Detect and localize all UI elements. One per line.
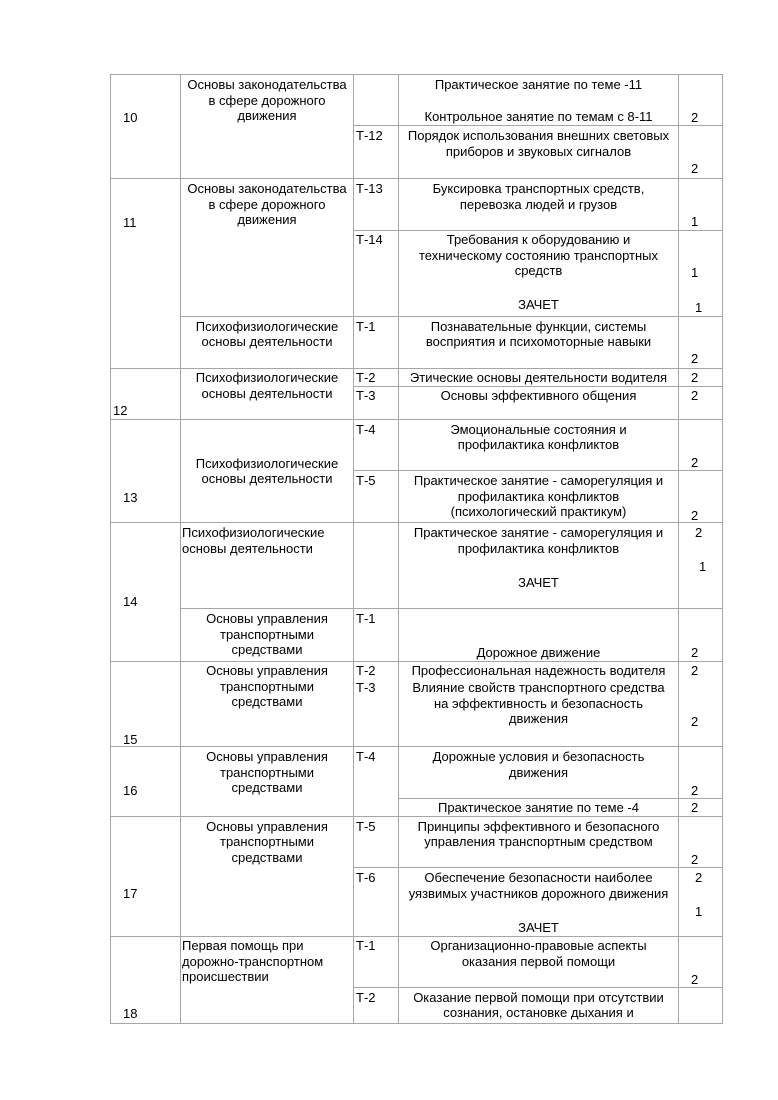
section-title-line: Первая помощь при [182, 938, 304, 953]
topic-line: (психологический практикум) [450, 504, 627, 519]
topic-line: профилактика конфликтов [457, 541, 620, 556]
section-title-line: основы деятельности [182, 541, 313, 556]
topic-line: уязвимых участников дорожного движения [408, 886, 669, 901]
topic-line: приборов и звуковых сигналов [445, 144, 632, 159]
section-title-line: дорожно-транспортном [182, 954, 324, 969]
topic-code: Т-4 [356, 749, 376, 764]
hours-value: 2 [691, 161, 699, 176]
section-title-line: транспортными [220, 834, 314, 849]
section-title-line: Основы управления [206, 663, 328, 678]
row-number: 10 [123, 110, 138, 125]
section-title-line: Психофизиологические [195, 319, 339, 334]
section-title-line: Основы законодательства [187, 77, 347, 92]
topic-line: Практическое занятие по теме -11 [434, 77, 643, 92]
hours-value: 1 [699, 559, 707, 574]
topic-code: Т-5 [356, 819, 376, 834]
hours-value: 1 [691, 214, 699, 229]
topic-line: Основы эффективного общения [440, 388, 637, 403]
section-title-line: основы деятельности [201, 471, 333, 486]
hours-value: 2 [691, 110, 699, 125]
section-title-line: Основы управления [206, 819, 328, 834]
row-number: 16 [123, 783, 138, 798]
topic-code: Т-6 [356, 870, 376, 885]
topic-code: Т-13 [356, 181, 383, 196]
topic-code: Т-1 [356, 611, 376, 626]
hours-value: 1 [695, 904, 703, 919]
section-title-line: Психофизиологические [182, 525, 325, 540]
row-number: 11 [123, 215, 137, 230]
topic-line: техническому состоянию транспортных [419, 248, 658, 263]
row-number: 12 [113, 403, 128, 418]
section-title-line: средствами [231, 694, 303, 709]
section-title-line: средствами [231, 780, 303, 795]
row-number: 13 [123, 490, 138, 505]
topic-line: Практическое занятие - саморегуляция и [413, 473, 664, 488]
hours-value: 2 [691, 351, 699, 366]
topic-line: Влияние свойств транспортного средства [412, 680, 665, 695]
hours-value: 2 [691, 508, 699, 523]
topic-line: Принципы эффективного и безопасного [417, 819, 660, 834]
section-title-line: средствами [231, 642, 303, 657]
section-title-line: транспортными [220, 627, 314, 642]
topic-line: Оказание первой помощи при отсутствии [413, 990, 664, 1005]
row-number: 17 [123, 886, 138, 901]
section-title-line: Основы управления [206, 611, 328, 626]
topic-line: профилактика конфликтов [457, 437, 620, 452]
row-number: 15 [123, 732, 138, 747]
topic-line: Порядок использования внешних световых [407, 128, 670, 143]
test-label: ЗАЧЕТ [518, 920, 559, 935]
topic-code: Т-3 [356, 680, 376, 695]
topic-line: Дорожные условия и безопасность [432, 749, 645, 764]
topic-line: движения [508, 765, 569, 780]
topic-line: Контрольное занятие по темам с 8-11 [424, 109, 653, 124]
section-title-line: основы деятельности [201, 334, 333, 349]
topic-line: перевозка людей и грузов [459, 197, 618, 212]
topic-line: Эмоциональные состояния и [450, 422, 627, 437]
topic-line: оказания первой помощи [461, 954, 616, 969]
hours-value: 2 [691, 852, 699, 867]
topic-line: движения [508, 711, 569, 726]
hours-value: 1 [695, 300, 703, 315]
topic-code: Т-2 [356, 663, 376, 678]
section-title-line: средствами [231, 850, 303, 865]
topic-line: Этические основы деятельности водителя [409, 370, 668, 385]
row-number: 18 [123, 1006, 138, 1021]
topic-code: Т-1 [356, 938, 376, 953]
topic-code: Т-2 [356, 990, 376, 1005]
hours-value: 1 [691, 265, 699, 280]
section-title-line: происшествии [182, 969, 269, 984]
topic-line: управления транспортным средством [424, 834, 653, 849]
topic-line: Буксировка транспортных средств, [432, 181, 645, 196]
topic-line: Практическое занятие - саморегуляция и [413, 525, 664, 540]
row-number: 14 [123, 594, 138, 609]
hours-value: 2 [691, 455, 699, 470]
hours-value: 2 [695, 870, 703, 885]
topic-line: Требования к оборудованию и [446, 232, 631, 247]
hours-value: 2 [691, 663, 699, 678]
section-title-line: в сфере дорожного [208, 197, 326, 212]
topic-line: средств [514, 263, 563, 278]
topic-line: Организационно-правовые аспекты [430, 938, 647, 953]
topic-code: Т-4 [356, 422, 376, 437]
topic-line: Обеспечение безопасности наиболее [424, 870, 653, 885]
topic-line: Практическое занятие по теме -4 [438, 800, 639, 815]
topic-code: Т-3 [356, 388, 376, 403]
topic-line: на эффективность и безопасность [433, 696, 644, 711]
topic-line: Профессиональная надежность водителя [411, 663, 666, 678]
topic-code: Т-5 [356, 473, 376, 488]
section-title-line: транспортными [220, 679, 314, 694]
section-title-line: Основы законодательства [187, 181, 347, 196]
section-title-line: основы деятельности [201, 386, 333, 401]
topic-line: профилактика конфликтов [457, 489, 620, 504]
section-title-line: Основы управления [206, 749, 328, 764]
test-label: ЗАЧЕТ [518, 297, 559, 312]
hours-value: 2 [691, 370, 699, 385]
topic-line: восприятия и психомоторные навыки [425, 334, 652, 349]
section-title-line: движения [237, 212, 297, 227]
hours-value: 2 [691, 714, 699, 729]
hours-value: 2 [691, 645, 699, 660]
section-title-line: движения [237, 108, 297, 123]
section-title-line: Психофизиологические [195, 370, 339, 385]
topic-code: Т-14 [356, 232, 383, 247]
section-title-line: Психофизиологические [195, 456, 339, 471]
topic-line: Познавательные функции, системы [430, 319, 647, 334]
hours-value: 2 [691, 783, 699, 798]
hours-value: 2 [691, 800, 699, 815]
hours-value: 2 [695, 525, 703, 540]
hours-value: 2 [691, 972, 699, 987]
topic-line: Дорожное движение [476, 645, 601, 660]
hours-value: 2 [691, 388, 699, 403]
topic-code: Т-2 [356, 370, 376, 385]
section-title-line: транспортными [220, 765, 314, 780]
test-label: ЗАЧЕТ [518, 575, 559, 590]
topic-code: Т-1 [356, 319, 376, 334]
section-title-line: в сфере дорожного [208, 93, 326, 108]
topic-code: Т-12 [356, 128, 383, 143]
topic-line: сознания, остановке дыхания и [443, 1005, 634, 1020]
